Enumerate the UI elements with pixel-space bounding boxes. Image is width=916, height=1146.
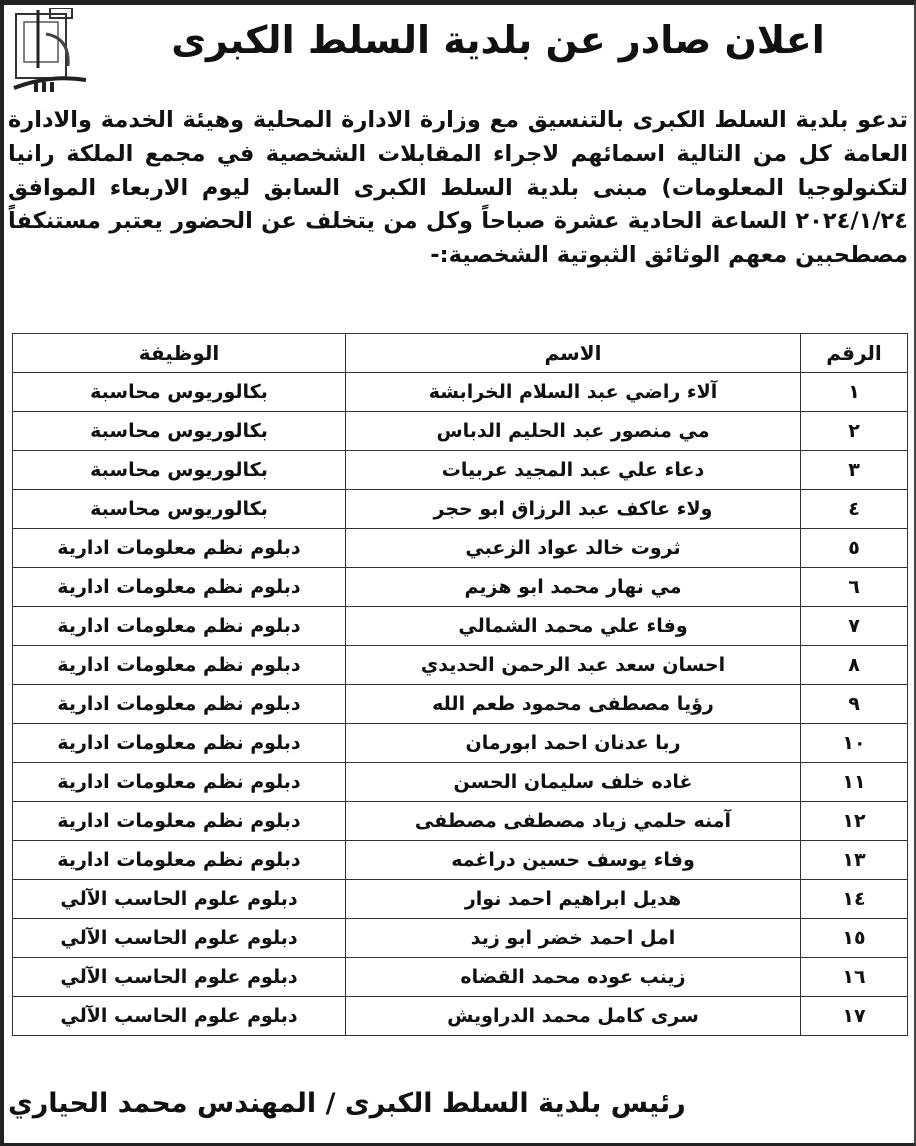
job-cell: دبلوم نظم معلومات ادارية xyxy=(13,607,346,646)
table-row xyxy=(13,568,908,607)
number-cell: ٩ xyxy=(801,685,908,724)
table-row xyxy=(13,919,908,958)
number-cell: ٤ xyxy=(801,490,908,529)
job-cell: دبلوم نظم معلومات ادارية xyxy=(13,568,346,607)
number-cell: ١ xyxy=(801,373,908,412)
page-title: اعلان صادر عن بلدية السلط الكبرى xyxy=(171,18,825,62)
table-row xyxy=(13,880,908,919)
table-row xyxy=(13,958,908,997)
name-cell: آمنه حلمي زياد مصطفى مصطفى xyxy=(346,802,801,841)
job-cell: دبلوم نظم معلومات ادارية xyxy=(13,802,346,841)
job-cell: دبلوم علوم الحاسب الآلي xyxy=(13,958,346,997)
name-cell: سرى كامل محمد الدراويش xyxy=(346,997,801,1036)
number-cell: ١٦ xyxy=(801,958,908,997)
table-row xyxy=(13,997,908,1036)
job-cell: بكالوريوس محاسبة xyxy=(13,490,346,529)
job-cell: دبلوم علوم الحاسب الآلي xyxy=(13,880,346,919)
table-row xyxy=(13,412,908,451)
job-cell: دبلوم نظم معلومات ادارية xyxy=(13,763,346,802)
number-cell: ٧ xyxy=(801,607,908,646)
number-cell: ٥ xyxy=(801,529,908,568)
name-cell: وفاء علي محمد الشمالي xyxy=(346,607,801,646)
candidates-table xyxy=(12,333,908,1036)
job-cell: دبلوم نظم معلومات ادارية xyxy=(13,724,346,763)
job-cell: بكالوريوس محاسبة xyxy=(13,412,346,451)
job-cell: بكالوريوس محاسبة xyxy=(13,373,346,412)
header-name: الاسم xyxy=(346,334,801,373)
name-cell: ثروت خالد عواد الزعبي xyxy=(346,529,801,568)
name-cell: هديل ابراهيم احمد نوار xyxy=(346,880,801,919)
job-cell: دبلوم نظم معلومات ادارية xyxy=(13,646,346,685)
table-row xyxy=(13,646,908,685)
number-cell: ٨ xyxy=(801,646,908,685)
job-cell: دبلوم علوم الحاسب الآلي xyxy=(13,919,346,958)
signature: رئيس بلدية السلط الكبرى / المهندس محمد الحياري xyxy=(8,1088,686,1119)
name-cell: ولاء عاكف عبد الرزاق ابو حجر xyxy=(346,490,801,529)
table-row xyxy=(13,490,908,529)
number-cell: ١٢ xyxy=(801,802,908,841)
name-cell: زينب عوده محمد القضاه xyxy=(346,958,801,997)
table-row xyxy=(13,607,908,646)
number-cell: ٢ xyxy=(801,412,908,451)
name-cell: غاده خلف سليمان الحسن xyxy=(346,763,801,802)
number-cell: ١٧ xyxy=(801,997,908,1036)
number-cell: ١١ xyxy=(801,763,908,802)
name-cell: وفاء يوسف حسين دراغمه xyxy=(346,841,801,880)
header-job: الوظيفة xyxy=(13,334,346,373)
name-cell: ربا عدنان احمد ابورمان xyxy=(346,724,801,763)
table-row xyxy=(13,451,908,490)
number-cell: ١٥ xyxy=(801,919,908,958)
name-cell: مي نهار محمد ابو هزيم xyxy=(346,568,801,607)
number-cell: ٣ xyxy=(801,451,908,490)
number-cell: ٦ xyxy=(801,568,908,607)
table-header-row xyxy=(13,334,908,373)
table-row xyxy=(13,373,908,412)
name-cell: مي منصور عبد الحليم الدباس xyxy=(346,412,801,451)
table-row xyxy=(13,685,908,724)
name-cell: رؤيا مصطفى محمود طعم الله xyxy=(346,685,801,724)
announcement-paragraph: تدعو بلدية السلط الكبرى بالتنسيق مع وزارة الادارة المحلية وهيئة الخدمة والادارة العامة كل من التالية اسمائهم لاجراء المقابلات الشخصية في مجمع الملكة رانيا لتكنولوجيا المعلومات) مبنى بلدية السلط الكبرى السابق ليوم الاربعاء الموافق ٢٠٢٤/١/٢٤ الساعة الحادية عشرة صباحاً وكل من يتخلف عن الحضور يعتبر مستنكفاً مصطحبين معهم الوثائق الثبوتية الشخصية:- xyxy=(8,107,908,269)
header-number: الرقم xyxy=(801,334,908,373)
job-cell: دبلوم نظم معلومات ادارية xyxy=(13,685,346,724)
municipality-logo xyxy=(10,8,90,96)
job-cell: دبلوم نظم معلومات ادارية xyxy=(13,841,346,880)
name-cell: آلاء راضي عبد السلام الخرابشة xyxy=(346,373,801,412)
number-cell: ١٣ xyxy=(801,841,908,880)
number-cell: ١٠ xyxy=(801,724,908,763)
name-cell: دعاء علي عبد المجيد عربيات xyxy=(346,451,801,490)
table-row xyxy=(13,763,908,802)
job-cell: دبلوم علوم الحاسب الآلي xyxy=(13,997,346,1036)
table-row xyxy=(13,529,908,568)
number-cell: ١٤ xyxy=(801,880,908,919)
job-cell: دبلوم نظم معلومات ادارية xyxy=(13,529,346,568)
table-row xyxy=(13,724,908,763)
name-cell: امل احمد خضر ابو زيد xyxy=(346,919,801,958)
job-cell: بكالوريوس محاسبة xyxy=(13,451,346,490)
table-row xyxy=(13,802,908,841)
name-cell: احسان سعد عبد الرحمن الحديدي xyxy=(346,646,801,685)
table-row xyxy=(13,841,908,880)
